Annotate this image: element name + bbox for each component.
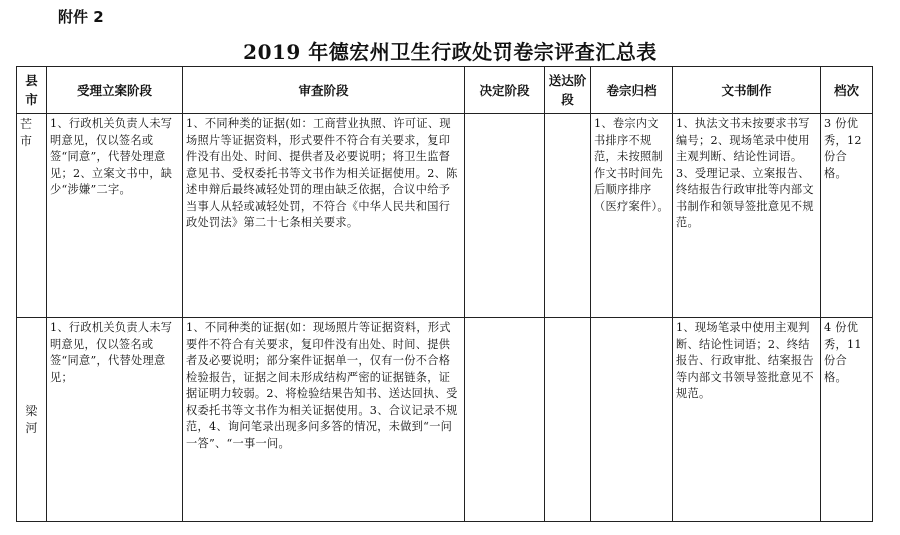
header-review: 审查阶段 xyxy=(183,67,465,114)
page-title: 2019 年德宏州卫生行政处罚卷宗评查汇总表 xyxy=(243,40,657,64)
decision-cell xyxy=(465,318,545,522)
header-documents: 文书制作 xyxy=(673,67,821,114)
header-delivery: 送达阶段 xyxy=(545,67,591,114)
review-cell: 1、不同种类的证据(如：工商营业执照、许可证、现场照片等证据资料，形式要件不符合有关要求，复印件没有出处、时间、提供者及必要说明；将卫生监督意见书、受权委托书等文书作为相关证据使用。2、陈述申辩后最终减轻处罚的理由缺乏依据，合议中给予当事人从轻或减轻处罚，不符合《中华人民共和国行政处罚法》第二十七条相关要求。 xyxy=(183,114,465,318)
acceptance-cell: 1、行政机关负责人未写明意见，仅以签名或签“同意”，代替处理意见； xyxy=(47,318,183,522)
delivery-cell xyxy=(545,318,591,522)
table-row xyxy=(17,318,873,522)
archive-cell xyxy=(591,318,673,522)
attachment-label: 附件 2 xyxy=(58,8,104,26)
header-grade: 档次 xyxy=(821,67,873,114)
documents-cell: 1、执法文书未按要求书写编号；2、现场笔录中使用主观判断、结论性词语。3、受理记录、立案报告、终结报告行政审批等内部文书制作和领导签批意见不规范。 xyxy=(673,114,821,318)
grade-cell: 3 份优秀，12 份合格。 xyxy=(821,114,873,318)
county-cell: 梁河 xyxy=(17,318,47,522)
decision-cell xyxy=(465,114,545,318)
review-cell: 1、不同种类的证据(如：现场照片等证据资料，形式要件不符合有关要求，复印件没有出处、时间、提供者及必要说明；部分案件证据单一，仅有一份不合格检验报告，证据之间未形成结构严密的证据链条，证据证明力较弱。2、将检验结果告知书、送达回执、受权委托书等文书作为相关证据使用。3、合议记录不规范，4、询问笔录出现多问多答的情况，未做到“一问一答”、“一事一问。 xyxy=(183,318,465,522)
header-row xyxy=(17,67,873,114)
header-decision: 决定阶段 xyxy=(465,67,545,114)
documents-cell: 1、现场笔录中使用主观判断、结论性词语；2、终结报告、行政审批、结案报告等内部文书领导签批意见不规范。 xyxy=(673,318,821,522)
header-acceptance: 受理立案阶段 xyxy=(47,67,183,114)
grade-cell: 4 份优秀，11 份合格。 xyxy=(821,318,873,522)
archive-cell: 1、卷宗内文书排序不规范，未按照制作文书时间先后顺序排序（医疗案件）。 xyxy=(591,114,673,318)
summary-table xyxy=(16,66,873,522)
table-row xyxy=(17,114,873,318)
header-county: 县市 xyxy=(17,67,47,114)
acceptance-cell: 1、行政机关负责人未写明意见，仅以签名或签“同意”，代替处理意见；2、立案文书中，缺少“涉嫌”二字。 xyxy=(47,114,183,318)
delivery-cell xyxy=(545,114,591,318)
header-archive: 卷宗归档 xyxy=(591,67,673,114)
county-cell: 芒市 xyxy=(17,114,47,318)
